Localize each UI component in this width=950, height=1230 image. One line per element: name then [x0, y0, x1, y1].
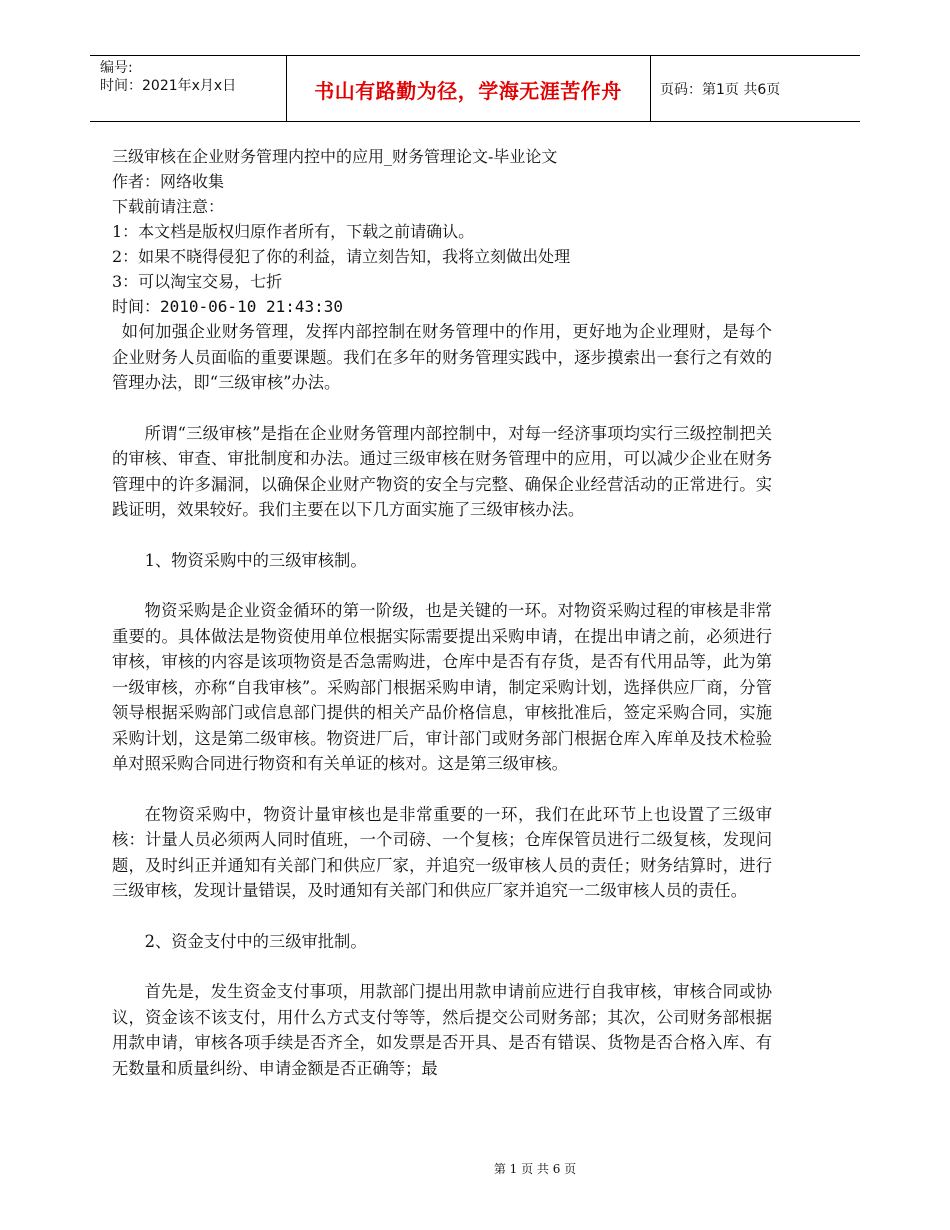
number-label: 编号: [100, 60, 133, 76]
section-heading-1: 1、物资采购中的三级审核制。 [144, 550, 367, 570]
header-table [90, 55, 860, 121]
paragraph-definition: 所谓“三级审核”是指在企业财务管理内部控制中，对每一经济事项均实行三级控制把关的审核、审查、审批制度和办法。通过三级审核在财务管理中的应用，可以减少企业在财务管理中的许多漏洞，以确保企业财产物资的安全与完整、确保企业经营活动的正常进行。实践证明，效果较好。我们主要在以下几方面实施了三级审核办法。 [112, 423, 772, 519]
time-label: 时间：2021年x月x日 [100, 78, 237, 94]
header-left-cell [100, 59, 236, 95]
header-page-label: 页码：第1页 共6页 [660, 82, 781, 98]
header-bottom-rule [90, 121, 860, 122]
paragraph-metering: 在物资采购中，物资计量审核也是非常重要的一环，我们在此环节上也设置了三级审核：计量人员必须两人同时值班，一个司磅、一个复核；仓库保管员进行二级复核，发现问题，及时纠正并通知有关部门和供应厂家，并追究一级审核人员的责任；财务结算时，进行三级审核，发现计量错误，及时通知有关部门和供应厂家并追究一二级审核人员的责任。 [112, 804, 772, 900]
header-top-rule [90, 55, 860, 56]
page-footer: 第 1 页 共 6 页 [493, 1162, 577, 1176]
paragraph-procurement: 物资采购是企业资金循环的第一阶级，也是关键的一环。对物资采购过程的审核是非常重要的。具体做法是物资使用单位根据实际需要提出采购申请，在提出申请之前，必须进行审核，审核的内容是该项物资是否急需购进，仓库中是否有存货，是否有代用品等，此为第一级审核，亦称“自我审核”。采购部门根据采购申请，制定采购计划，选择供应厂商，分管领导根据采购部门或信息部门提供的相关产品价格信息，审核批准后，签定采购合同，实施采购计划，这是第二级审核。物资进厂后，审计部门或财务部门根据仓库入库单及技术检验单对照采购合同进行物资和有关单证的核对。这是第三级审核。 [112, 601, 772, 773]
notice-item-2: 2：如果不晓得侵犯了你的利益，请立刻告知，我将立刻做出处理 [112, 247, 571, 266]
header-divider-right [650, 55, 651, 121]
doc-author: 作者：网络收集 [112, 172, 225, 191]
notice-title: 下载前请注意： [112, 197, 225, 216]
paragraph-intro: 如何加强企业财务管理，发挥内部控制在财务管理中的作用，更好地为企业理财，是每个企业财务人员面临的重要课题。我们在多年的财务管理实践中，逐步摸索出一套行之有效的管理办法，即“三级审核”办法。 [112, 322, 772, 392]
notice-item-1: 1：本文档是版权归原作者所有，下载之前请确认。 [112, 222, 475, 241]
doc-title: 三级审核在企业财务管理内控中的应用_财务管理论文-毕业论文 [112, 147, 558, 166]
document-body [112, 144, 772, 1081]
paragraph-payment: 首先是，发生资金支付事项，用款部门提出用款申请前应进行自我审核，审核合同或协议，资金该不该支付，用什么方式支付等等，然后提交公司财务部；其次，公司财务部根据用款申请，审核各项手续是否齐全，如发票是否开具、是否有错误、货物是否合格入库、有无数量和质量纠纷、申请金额是否正确等；最 [112, 982, 772, 1078]
section-heading-2: 2、资金支付中的三级审批制。 [144, 931, 367, 951]
notice-item-3: 3：可以淘宝交易，七折 [112, 272, 283, 291]
doc-time: 时间：2010-06-10 21:43:30 [112, 297, 344, 316]
header-motto: 书山有路勤为径，学海无涯苦作舟 [314, 79, 622, 103]
